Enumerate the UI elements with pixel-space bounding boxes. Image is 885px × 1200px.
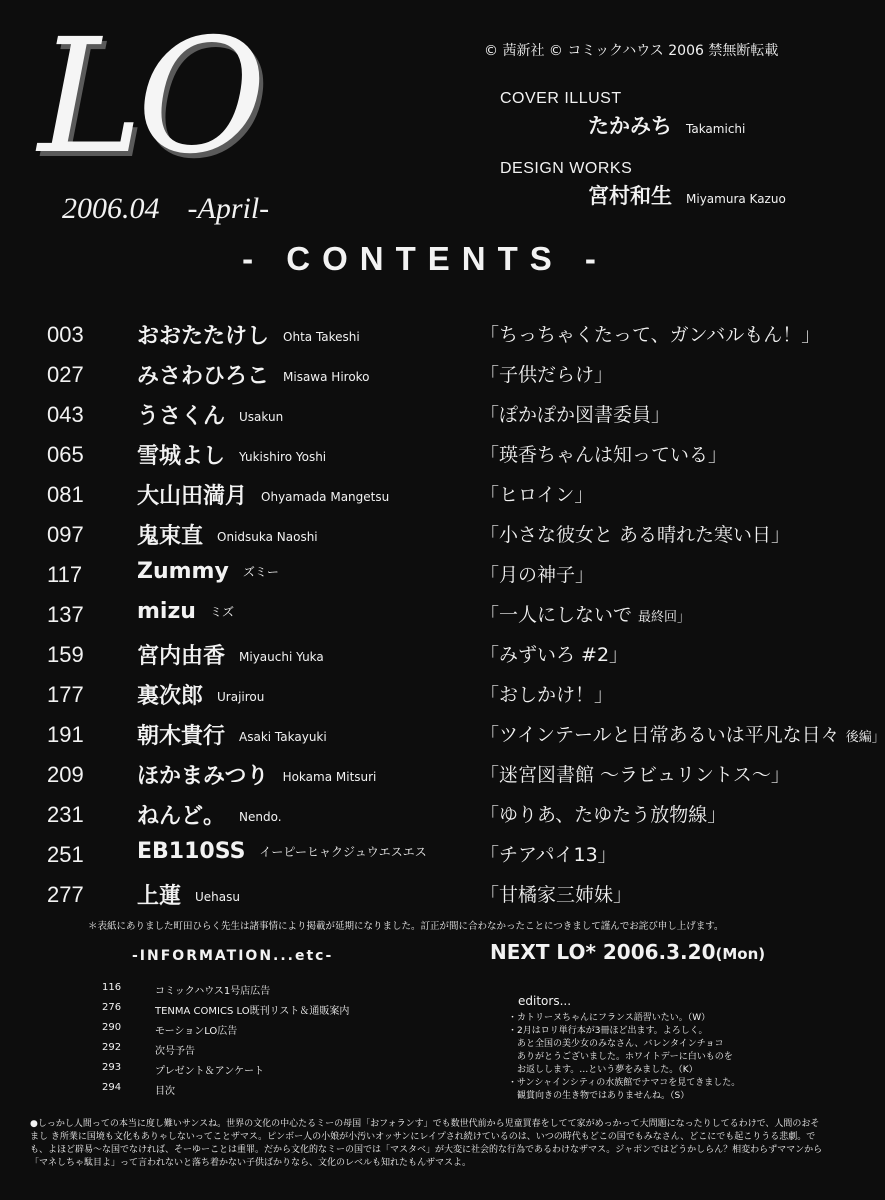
toc-row[interactable] [0, 878, 850, 916]
issue-number: 2006.04 [62, 192, 160, 225]
author-name: mizu [137, 599, 196, 624]
info-page: 290 [102, 1022, 122, 1033]
editor-note: ありがとうございました。ホワイトデーに白いものを [508, 1052, 733, 1062]
toc-author [137, 479, 389, 510]
next-issue [490, 940, 765, 964]
toc-author [137, 839, 427, 864]
toc-page: 251 [47, 842, 84, 867]
editor-note: ・サンシャインシティの水族館でナマコを見てきました。 [508, 1078, 741, 1088]
toc-row[interactable] [0, 558, 850, 596]
toc-page: 191 [47, 722, 84, 747]
author-name: うさくん [137, 404, 226, 429]
toc-row[interactable] [0, 398, 850, 436]
info-page: 276 [102, 1002, 122, 1013]
toc-row[interactable] [0, 798, 850, 836]
toc-title [480, 720, 885, 747]
editor-note: お返しします。…という夢をみました。（K） [508, 1065, 698, 1075]
toc-title [480, 320, 820, 347]
credit-role: DESIGN WORKS [500, 160, 633, 177]
title-text: 「子供だらけ」 [480, 364, 614, 386]
info-text: TENMA COMICS LO既刊リスト＆通販案内 [155, 1006, 350, 1017]
title-text: 「ちっちゃくたって、ガンバルもん！」 [480, 324, 821, 346]
toc-row[interactable] [0, 318, 850, 356]
toc-page: 277 [47, 882, 84, 907]
title-text: 「一人にしないで [480, 604, 639, 626]
toc-author [137, 359, 370, 390]
title-text: 「甘橘家三姉妹」 [480, 884, 633, 906]
toc-author [137, 879, 240, 910]
author-name: ほかまみつり [137, 764, 269, 789]
title-text: 「ヒロイン」 [480, 484, 594, 506]
toc-row[interactable] [0, 678, 850, 716]
toc-title [480, 880, 632, 907]
credit-romaji: Takamichi [686, 122, 746, 136]
title-suffix: 後編」 [845, 730, 885, 745]
author-name: 大山田満月 [137, 484, 248, 509]
toc-page: 027 [47, 362, 84, 387]
toc-row[interactable] [0, 358, 850, 396]
info-page: 116 [102, 982, 122, 993]
author-romaji: Ohta Takeshi [283, 330, 360, 344]
copyright-line: © 茜新社 © コミックハウス 2006 禁無断転載 [484, 43, 779, 59]
author-name: おおたたけし [137, 324, 270, 349]
toc-author [137, 759, 376, 790]
toc-title [480, 440, 727, 467]
toc-title [480, 520, 790, 547]
toc-row[interactable] [0, 518, 850, 556]
info-text: 次号予告 [155, 1046, 195, 1057]
next-issue-day: (Mon) [715, 945, 766, 963]
editor-note: ・カトリーヌちゃんにフランス語習いたい。（W） [508, 1013, 711, 1023]
toc-author [137, 799, 282, 830]
author-name: 裏次郎 [137, 684, 204, 709]
title-text: 「おしかけ！」 [480, 684, 614, 706]
footer-essay: ●しっかし人間っての本当に度し難いサンスね。世界の文化の中心たるミーの母国「おフォランす」でも数世代前から児童買春をしてて家がめっかって大問題になったりしてるわけで、人間のおそまし き所業に国境も文化もありゃしないってことザマス。ピンボー人の小娘が小汚いオッサンにレイプされ続けているのは、いつの時代もどこの国でもみなさん、どこにでも起こりうる悲劇。でも、よほど辟易〜な国でなければ、そーゆーことは重罪。だから文化的なミーの国では「マスタベ」が大変に社会的な行為であるわけなザマス。ジャポンではどうかしらん？相変わらずママンから「マネしちゃ駄目よ」って言われないと落ち着かない子供ばかりなら、文化のレベルも知れたもんザマスよ。 [30, 1119, 823, 1168]
information-heading: -INFORMATION...etc- [132, 948, 334, 964]
info-item [0, 1022, 460, 1040]
title-text: 「瑛香ちゃんは知っている」 [480, 444, 728, 466]
issue-date [62, 192, 269, 226]
info-item [0, 982, 460, 1000]
author-romaji: ミズ [209, 605, 234, 619]
credit-cover [500, 90, 745, 140]
author-romaji: イーピーヒャクジュウエスエス [259, 845, 427, 859]
title-text: 「ツインテールと日常あるいは平凡な日々 [480, 724, 846, 746]
author-name: Zummy [137, 559, 229, 584]
info-text: コミックハウス1号店広告 [155, 986, 271, 997]
author-romaji: Urajirou [217, 690, 265, 704]
author-name: 鬼束直 [137, 524, 204, 549]
author-romaji: Onidsuka Naoshi [217, 530, 318, 544]
title-text: 「ぽかぽか図書委員」 [480, 404, 671, 426]
toc-title [480, 840, 617, 867]
info-item [0, 1082, 460, 1100]
toc-title [480, 360, 613, 387]
info-text: プレゼント＆アンケート [155, 1066, 264, 1077]
toc-title [480, 600, 690, 627]
credit-romaji: Miyamura Kazuo [686, 192, 786, 206]
toc-author [137, 319, 360, 350]
toc-title [480, 680, 613, 707]
author-name: ねんど。 [137, 804, 226, 829]
toc-author [137, 439, 326, 470]
toc-page: 177 [47, 682, 84, 707]
author-romaji: Misawa Hiroko [283, 370, 370, 384]
author-romaji: Ohyamada Mangetsu [261, 490, 390, 504]
author-name: 宮内由香 [137, 644, 226, 669]
editors-heading: editors... [518, 994, 572, 1008]
title-text: 「迷宮図書館 〜ラビュリントス〜」 [480, 764, 790, 786]
toc-page: 137 [47, 602, 84, 627]
toc-row[interactable] [0, 838, 850, 876]
title-text: 「月の神子」 [480, 564, 595, 586]
toc-page: 081 [47, 482, 84, 507]
author-romaji: Asaki Takayuki [239, 730, 327, 744]
editor-note: あと全国の美少女のみなさん、バレンタインチョコ [508, 1039, 724, 1049]
magazine-logo: LO [38, 5, 261, 189]
toc-row[interactable] [0, 478, 850, 516]
toc-page: 117 [47, 562, 83, 587]
editor-note: ・2月はロリ単行本が3冊ほど出ます。よろしく。 [508, 1026, 708, 1036]
toc-author [137, 399, 283, 430]
author-romaji: Hokama Mitsuri [282, 770, 377, 784]
author-romaji: Yukishiro Yoshi [239, 450, 327, 464]
author-name: 雪城よし [137, 444, 226, 469]
toc-row[interactable] [0, 758, 850, 796]
issue-month: -April- [187, 192, 270, 225]
info-item [0, 1062, 460, 1080]
title-text: 「みずいろ #2」 [480, 644, 629, 666]
contents-heading: - CONTENTS - [242, 240, 608, 277]
toc-title [480, 760, 790, 787]
toc-author [137, 559, 279, 584]
author-name: みさわひろこ [137, 364, 270, 389]
next-issue-label: NEXT LO* 2006.3.20 [490, 940, 716, 964]
credit-name: たかみち [588, 114, 672, 138]
toc-page: 159 [47, 642, 84, 667]
toc-page: 097 [47, 522, 84, 547]
info-item [0, 1042, 460, 1060]
toc-author [137, 719, 327, 750]
info-page: 293 [102, 1062, 122, 1073]
author-romaji: Usakun [239, 410, 284, 424]
info-text: 目次 [155, 1086, 175, 1097]
author-romaji: ズミー [242, 565, 279, 579]
toc-page: 065 [47, 442, 84, 467]
author-name: 朝木貴行 [137, 724, 226, 749]
info-text: モーションLO広告 [155, 1026, 238, 1037]
toc-page: 209 [47, 762, 84, 787]
toc-page: 231 [47, 802, 84, 827]
toc-author [137, 679, 264, 710]
credit-name: 宮村和生 [588, 184, 672, 208]
title-text: 「チアパイ13」 [480, 844, 617, 866]
author-name: 上蓮 [137, 884, 182, 909]
author-romaji: Nendo. [239, 810, 282, 824]
toc-row[interactable] [0, 718, 885, 756]
author-name: EB110SS [137, 839, 246, 864]
toc-author [137, 599, 234, 624]
toc-title [480, 560, 594, 587]
info-page: 294 [102, 1082, 122, 1093]
title-text: 「ゆりあ、たゆたう放物線」 [480, 804, 727, 826]
editor-note: 観賞向きの生き物ではありませんね。（S） [508, 1091, 690, 1101]
toc-page: 003 [47, 322, 84, 347]
toc-author [137, 519, 318, 550]
credit-design [500, 160, 786, 210]
credit-role: COVER ILLUST [500, 90, 622, 107]
toc-row[interactable] [0, 598, 850, 636]
toc-row[interactable] [0, 438, 850, 476]
title-suffix: 最終回」 [638, 610, 691, 625]
toc-title [480, 400, 670, 427]
author-romaji: Miyauchi Yuka [239, 650, 324, 664]
correction-notice: ＊表紙にありました町田ひらく先生は諸事情により掲載が延期になりました。訂正が間に合わなかったことにつきまして謹んでお詫び申し上げます。 [88, 921, 724, 932]
title-text: 「小さな彼女と ある晴れた寒い日」 [480, 524, 791, 546]
toc-title [480, 640, 628, 667]
info-page: 292 [102, 1042, 122, 1053]
toc-row[interactable] [0, 638, 850, 676]
toc-title [480, 480, 593, 507]
author-romaji: Uehasu [195, 890, 240, 904]
toc-page: 043 [47, 402, 84, 427]
info-item [0, 1002, 460, 1020]
toc-author [137, 639, 324, 670]
toc-title [480, 800, 726, 827]
